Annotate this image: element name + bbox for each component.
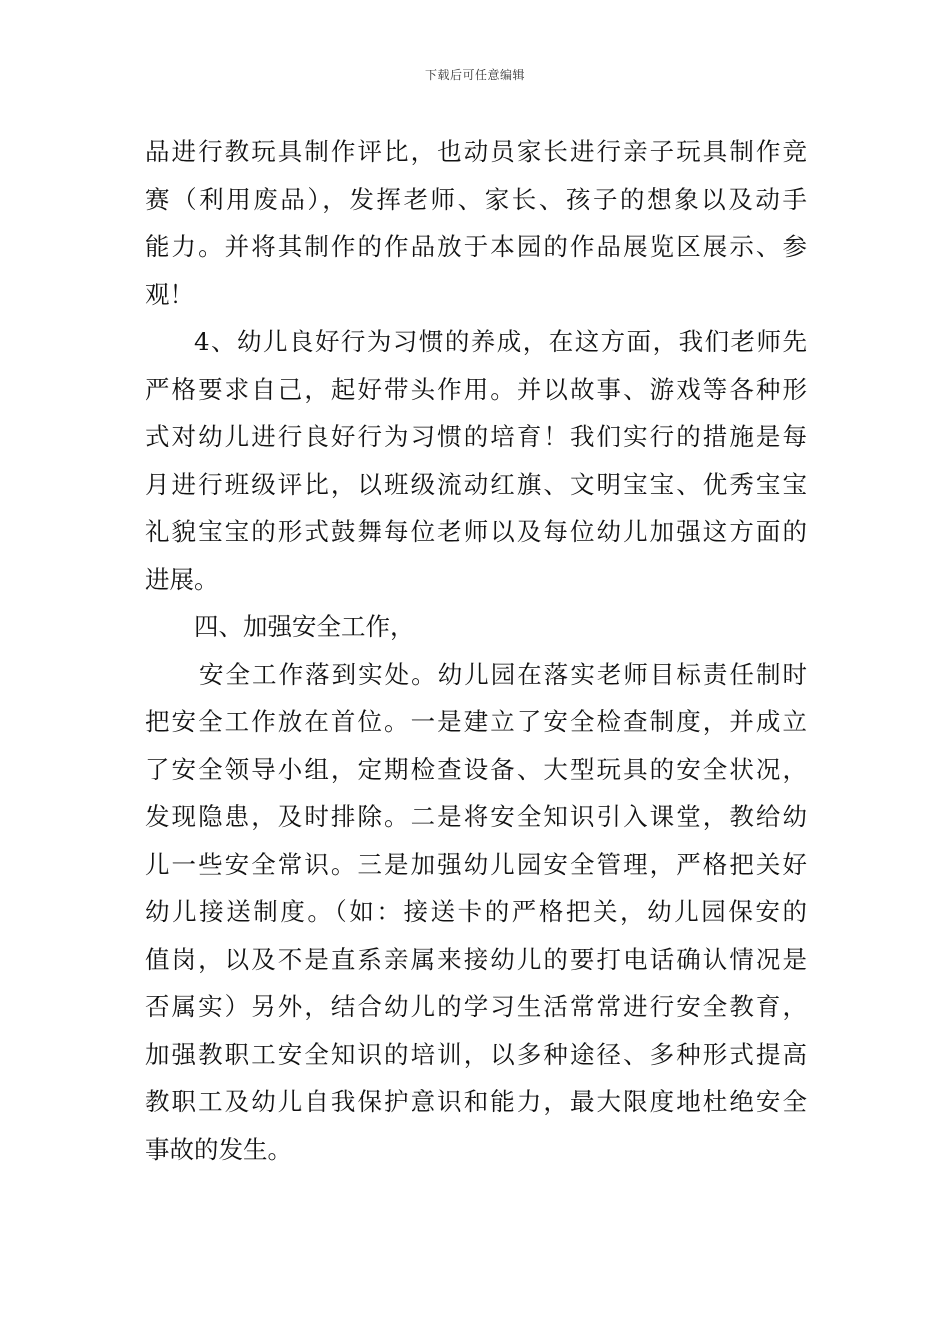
text-line: 了安全领导小组，定期检查设备、大型玩具的安全状况，: [145, 754, 807, 784]
text-line: 幼儿接送制度。（如：接送卡的严格把关，幼儿园保安的: [145, 897, 807, 926]
text-line: 严格要求自己，起好带头作用。并以故事、游戏等各种形: [145, 374, 807, 404]
text-line: 进展。: [145, 564, 219, 594]
text-line: 4、幼儿良好行为习惯的养成，在这方面，我们老师先: [194, 327, 807, 356]
text-line: 礼貌宝宝的形式鼓舞每位老师以及每位幼儿加强这方面的: [145, 517, 807, 546]
text-line: 月进行班级评比，以班级流动红旗、文明宝宝、优秀宝宝: [145, 469, 807, 499]
text-line: 赛（利用废品），发挥老师、家长、孩子的想象以及动手: [145, 184, 807, 214]
text-line: 事故的发生。: [145, 1134, 292, 1164]
text-line: 发现隐患，及时排除。二是将安全知识引入课堂，教给幼: [145, 802, 807, 831]
text-line: 能力。并将其制作的作品放于本园的作品展览区展示、参: [145, 232, 807, 261]
text-line: 否属实）另外，结合幼儿的学习生活常常进行安全教育，: [145, 992, 807, 1021]
text-line: 观！: [145, 279, 194, 309]
text-line: 安全工作落到实处。幼儿园在落实老师目标责任制时: [199, 659, 807, 689]
text-line: 加强教职工安全知识的培训，以多种途径、多种形式提高: [145, 1039, 807, 1069]
text-line: 式对幼儿进行良好行为习惯的培育！我们实行的措施是每: [145, 422, 807, 451]
text-line: 教职工及幼儿自我保护意识和能力，最大限度地杜绝安全: [145, 1087, 807, 1116]
text-line: 品进行教玩具制作评比，也动员家长进行亲子玩具制作竞: [145, 137, 807, 166]
body-text: [145, 128, 807, 1173]
text-line: 儿一些安全常识。三是加强幼儿园安全管理，严格把关好: [145, 849, 807, 879]
text-line: 值岗，以及不是直系亲属来接幼儿的要打电话确认情况是: [145, 944, 807, 974]
section-heading: 四、加强安全工作，: [194, 612, 415, 641]
text-line: 把安全工作放在首位。一是建立了安全检查制度，并成立: [145, 707, 807, 736]
header-note: 下载后可任意编辑: [424, 68, 525, 82]
